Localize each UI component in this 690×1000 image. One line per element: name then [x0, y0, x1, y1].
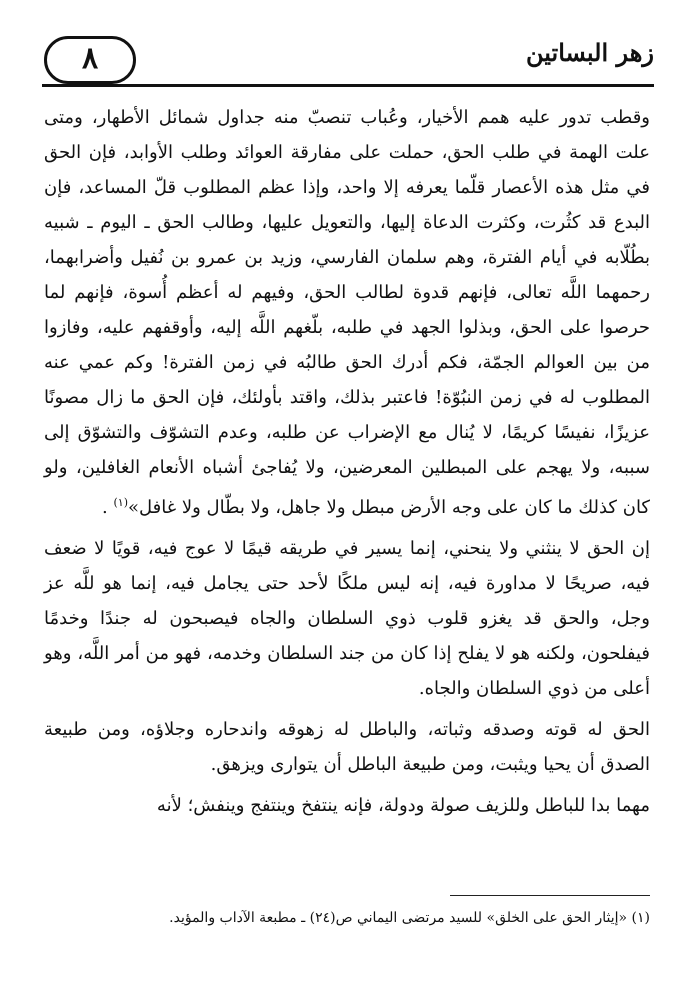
paragraph-1-text: وقطب تدور عليه همم الأخيار، وعُباب تنصبّ منه جداول شمائل الأطهار، ومتى علت الهمة في طلب الحق، حملت على مفارقة العوائد وطلب الأوابد، فإن الحق في مثل هذه الأعصار قلّما يعرفه إلا واحد، وإذا عظم المطلوب قلّ المساعد، فإن البدع قد كثُرت، وكثرت الدعاة إليها، والتعويل عليها، وطالب الحق ـ اليوم ـ شبيه بطُلّابه في أيام الفترة، وهم سلمان الفارسي، وزيد بن عمرو بن نُفيل وأضرابهما، رحمهما اللَّه تعالى، فإنهم قدوة لطالب الحق، وفيهم له أعظم أُسوة، فإنهم لما حرصوا على الحق، وبذلوا الجهد في طلبه، بلّغهم اللَّه إليه، وأوقفهم عليه، وفازوا من بين العوالم الجمّة، فكم أدرك الحق طالبُه في زمن الفترة! وكم عمي عنه المطلوب له في زمن النبُوّة! فاعتبر بذلك، واقتد بأولئك، فإن الحق ما زال مصونًا عزيزًا، نفيسًا كريمًا، لا يُنال مع الإضراب عن طلبه، وعدم التشوّف والتشوّق إلى سببه، ولا يهجم على المبطلين المعرضين، ولا يُفاجئ أشباه الأنعام الغافلين، ولو كان كذلك ما كان على وجه الأرض مبطل ولا جاهل، ولا بطّال ولا غافل»: [44, 107, 650, 518]
footnote-divider: [450, 895, 650, 896]
paragraph-2: إن الحق لا ينثني ولا ينحني، إنما يسير في طريقه قيمًا لا عوج فيه، قويًا لا ضعف فيه، صريحًا لا مداورة فيه، إنه ليس ملكًا لأحد حتى يجامل فيه، إنما هو للَّه عز وجل، والحق قد يغزو قلوب ذوي السلطان والجاه فيصبحون له جندًا وخدمًا فيفلحون، ولكنه هو لا يفلح إذا كان من جند السلطان وخدمه، فهو من أمر اللَّه، وهو أعلى من ذوي السلطان والجاه.: [44, 538, 650, 699]
quote-end-punctuation: .: [102, 497, 114, 518]
page-number: ٨: [81, 40, 99, 76]
page-number-badge: [44, 36, 136, 84]
footnote-reference: (١): [113, 496, 128, 509]
header-rule: [42, 84, 654, 87]
paragraph-3: الحق له قوته وصدقه وثباته، والباطل له زهوقه واندحاره وجلاؤه، ومن طبيعة الصدق أن يحيا ويثبت، ومن طبيعة الباطل أن يتوارى ويزهق.: [44, 719, 650, 775]
body-text: [44, 100, 650, 823]
paragraph-4: مهما بدا للباطل وللزيف صولة ودولة، فإنه ينتفخ وينتفج وينفش؛ لأنه: [156, 795, 650, 816]
paragraph-1: [44, 100, 650, 525]
running-head-title: زهر البساتين: [526, 38, 654, 67]
footnote: (١) «إيثار الحق على الخلق» للسيد مرتضى اليماني ص(٢٤) ـ مطبعة الآداب والمؤيد.: [169, 910, 650, 926]
